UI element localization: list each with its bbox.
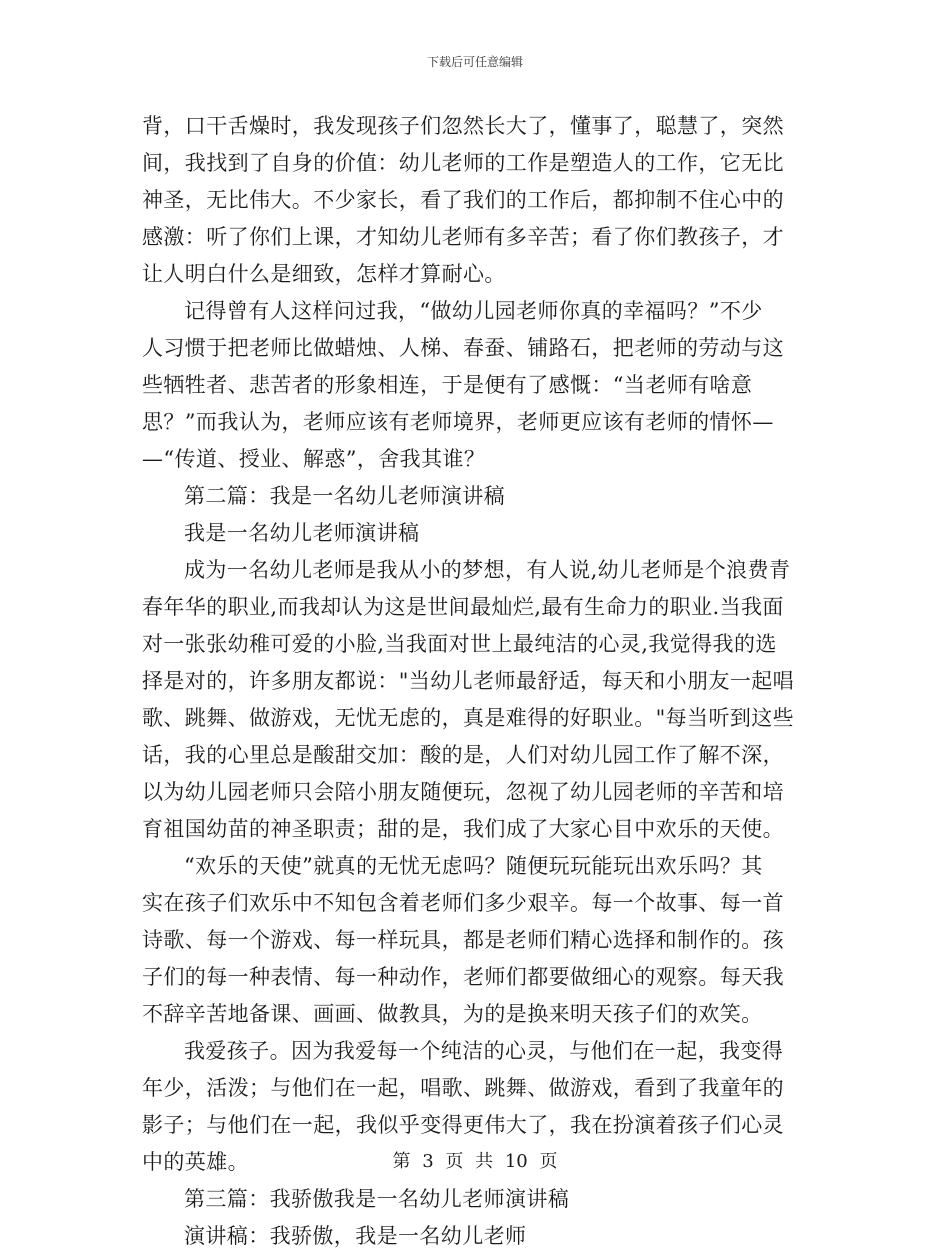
text-line: 我是一名幼儿老师演讲稿 <box>184 521 420 545</box>
page-number-footer: 第 3 页 共 10 页 <box>392 1151 558 1172</box>
paragraph-title3 <box>142 1218 808 1255</box>
paragraph-p4 <box>142 848 808 1033</box>
text-line: 春年华的职业,而我却认为这是世间最灿烂,最有生命力的职业.当我面 <box>142 595 784 619</box>
text-line: 子们的每一种表情、每一种动作，老师们都要做细心的观察。每天我 <box>142 965 784 989</box>
text-line: 不辞辛苦地备课、画画、做教具，为的是换来明天孩子们的欢笑。 <box>142 1002 763 1026</box>
text-line: 歌、跳舞、做游戏，无忧无虑的，真是难得的好职业。"每当听到这些 <box>142 706 795 730</box>
text-line: 记得曾有人这样问过我，“做幼儿园老师你真的幸福吗？”不少 <box>184 299 763 323</box>
text-line: 第二篇：我是一名幼儿老师演讲稿 <box>184 484 505 508</box>
text-line: 演讲稿：我骄傲，我是一名幼儿老师 <box>184 1224 527 1248</box>
page-header-note: 下载后可任意编辑 <box>426 55 523 69</box>
text-line: 以为幼儿园老师只会陪小朋友随便玩，忽视了幼儿园老师的辛苦和培 <box>142 780 784 804</box>
text-line: 感激：听了你们上课，才知幼儿老师有多辛苦；看了你们教孩子，才 <box>142 225 784 249</box>
text-line: 影子；与他们在一起，我似乎变得更伟大了，我在扮演着孩子们心灵 <box>142 1113 784 1137</box>
text-line: 人习惯于把老师比做蜡烛、人梯、春蚕、铺路石，把老师的劳动与这 <box>142 336 784 360</box>
text-line: 让人明白什么是细致，怎样才算耐心。 <box>142 262 506 286</box>
text-line: 对一张张幼稚可爱的小脸,当我面对世上最纯洁的心灵,我觉得我的选 <box>142 632 777 656</box>
paragraph-title2 <box>142 515 808 552</box>
paragraph-heading3 <box>142 1181 808 1218</box>
text-line: —“传道、授业、解惑”，舍我其谁？ <box>142 447 486 471</box>
text-line: 年少，活泼；与他们在一起，唱歌、跳舞、做游戏，看到了我童年的 <box>142 1076 784 1100</box>
text-line: 成为一名幼儿老师是我从小的梦想，有人说,幼儿老师是个浪费青 <box>184 558 791 582</box>
text-line: 第三篇：我骄傲我是一名幼儿老师演讲稿 <box>184 1187 570 1211</box>
text-line: 思？”而我认为，老师应该有老师境界，老师更应该有老师的情怀— <box>142 410 774 434</box>
paragraph-heading2 <box>142 478 808 515</box>
text-line: 神圣，无比伟大。不少家长，看了我们的工作后，都抑制不住心中的 <box>142 188 784 212</box>
text-line: 些牺牲者、悲苦者的形象相连，于是便有了感慨：“当老师有啥意 <box>142 373 753 397</box>
paragraph-p3 <box>142 552 808 848</box>
text-line: 中的英雄。 <box>142 1150 249 1174</box>
text-line: 育祖国幼苗的神圣职责；甜的是，我们成了大家心目中欢乐的天使。 <box>142 817 784 841</box>
text-line: 背，口干舌燥时，我发现孩子们忽然长大了，懂事了，聪慧了，突然 <box>142 114 784 138</box>
paragraph-p1 <box>142 108 808 293</box>
text-line: 话，我的心里总是酸甜交加：酸的是，人们对幼儿园工作了解不深， <box>142 743 784 767</box>
text-line: “欢乐的天使”就真的无忧无虑吗？随便玩玩能玩出欢乐吗？其 <box>184 854 763 878</box>
text-line: 间，我找到了自身的价值：幼儿老师的工作是塑造人的工作，它无比 <box>142 151 784 175</box>
text-line: 实在孩子们欢乐中不知包含着老师们多少艰辛。每一个故事、每一首 <box>142 891 784 915</box>
document-body <box>142 108 808 1255</box>
text-line: 择是对的，许多朋友都说："当幼儿老师最舒适，每天和小朋友一起唱 <box>142 669 795 693</box>
text-line: 我爱孩子。因为我爱每一个纯洁的心灵，与他们在一起，我变得 <box>184 1039 784 1063</box>
paragraph-p2 <box>142 293 808 478</box>
text-line: 诗歌、每一个游戏、每一样玩具，都是老师们精心选择和制作的。孩 <box>142 928 784 952</box>
